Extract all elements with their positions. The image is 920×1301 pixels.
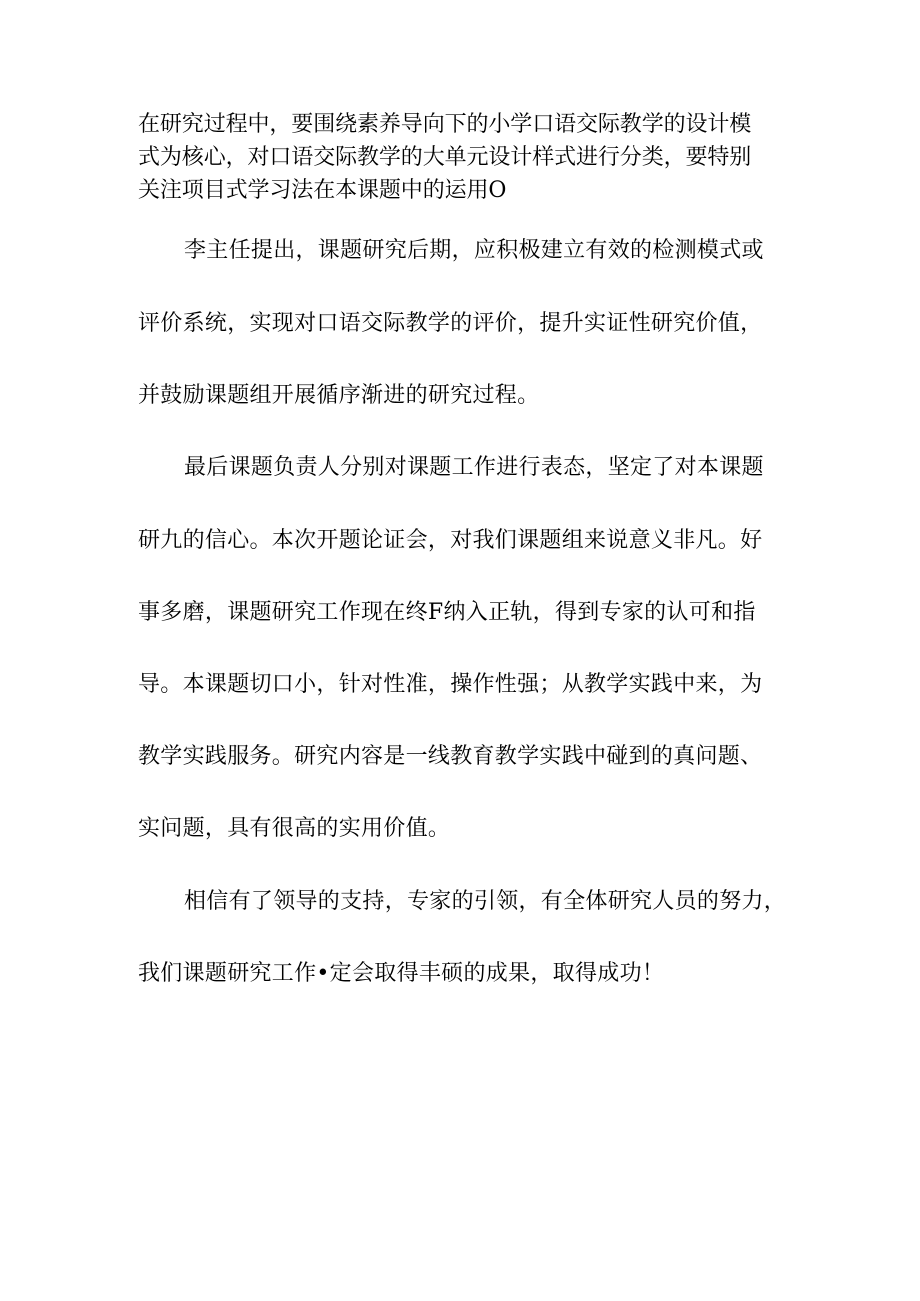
text-line: 并鼓励课题组开展循序渐进的研究过程。	[138, 383, 540, 408]
text-line: 评价系统，实现对口语交际教学的评价，提升实证性研究价值，	[138, 311, 763, 336]
text-line: 李主任提出，课题研究后期，应积极建立有效的检测模式或	[184, 238, 764, 263]
text-line: 教学实践服务。研究内容是一线教育教学实践中碰到的真问题、	[138, 744, 763, 769]
text-line: 实问题，具有很高的实用价值。	[138, 816, 451, 841]
text-line: 相信有了领导的支持，专家的引领，有全体研究人员的努力，	[184, 889, 787, 914]
text-line: 式为核心，对口语交际教学的大单元设计样式进行分类，要特别	[138, 145, 752, 170]
text-line: 在研究过程中，要围绕素养导向下的小学口语交际教学的设计模	[138, 112, 752, 137]
text-line: 导。本课题切口小，针对性准，操作性强；从教学实践中来，为	[138, 672, 763, 697]
text-line: 事多磨，课题研究工作现在终F纳入正轨，得到专家的认可和指	[138, 600, 756, 625]
text-line: 我们课题研究工作•定会取得丰硕的成果，取得成功！	[138, 961, 665, 986]
text-line: 最后课题负责人分别对课题工作进行表态，坚定了对本课题	[184, 455, 764, 480]
text-line: 研九的信心。本次开题论证会，对我们课题组来说意义非凡。好	[138, 528, 763, 553]
text-line: 关注项目式学习法在本课题中的运用O	[138, 178, 507, 203]
